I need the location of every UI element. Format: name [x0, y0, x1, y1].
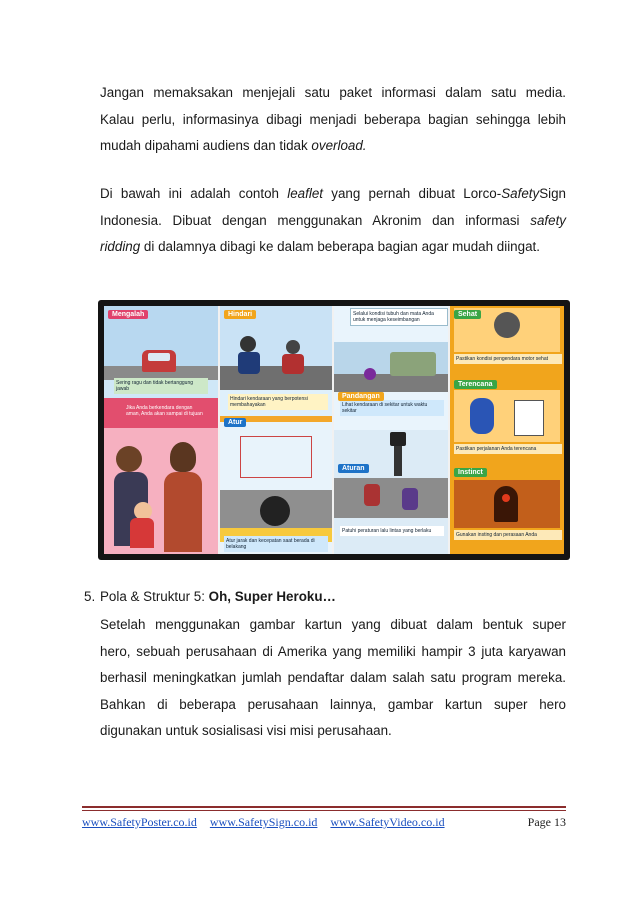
text-run-italic: safety [530, 212, 566, 228]
footer-link-safetysign[interactable]: www.SafetySign.co.id [209, 815, 318, 829]
page-number: Page 13 [527, 815, 566, 829]
paragraph-super-hero [100, 612, 566, 745]
paragraph-line: Jangan memaksakan menjejali satu paket informasi dalam satu media. [100, 85, 566, 100]
leaflet-panel-pandangan: Selalui kondisi tubuh dan mata Anda untuk menjaga keseimbangan Lihat kendaraan di sekitar untuk waktu sekitar Patuhi peraturan lalu lintas yang berlaku [334, 306, 448, 554]
paragraph-line [100, 234, 566, 261]
section-title [100, 589, 336, 604]
text-run: yang pernah dibuat Lorco- [322, 186, 502, 201]
leaflet-header: Aturan [338, 464, 369, 473]
leaflet-panel-hindari: Hindari kendaraan yang berpotensi membahayakan Atur jarak dan kecepatan saat berada di belakang [220, 306, 332, 554]
paragraph-leaflet-intro [100, 181, 566, 261]
leaflet-image [104, 306, 564, 554]
leaflet-panel-mengalah: Sering ragu dan tidak bertanggung jawab Jika Anda berkendara dengan aman, Anda akan sampai di tujuan [104, 306, 218, 554]
text-run-italic: ridding [100, 239, 141, 254]
text-run-italic: leaflet [287, 186, 323, 201]
leaflet-image-frame [98, 300, 570, 560]
paragraph-line: hero, sebuah perusahaan di Amerika yang memiliki hampir 3 juta karyawan [100, 643, 566, 659]
text-run: mudah dipahami audiens dan tidak [100, 138, 312, 153]
paragraph-line [100, 208, 566, 235]
leaflet-header: Atur [224, 418, 246, 427]
text-run: Sign [539, 186, 566, 201]
leaflet-header: Sehat [454, 310, 481, 319]
paragraph-intro [100, 80, 566, 160]
paragraph-line: Bahkan di beberapa perusahaan lainnya, gambar kartun super hero [100, 696, 566, 712]
list-number: 5. [84, 589, 96, 604]
footer-divider [82, 806, 566, 808]
paragraph-line: Kalau perlu, informasinya dibagi menjadi beberapa bagian sehingga lebih [100, 111, 566, 127]
page-footer [82, 815, 566, 830]
text-run: Di bawah ini adalah contoh [100, 186, 288, 201]
footer-link-safetyvideo[interactable]: www.SafetyVideo.co.id [330, 815, 445, 829]
footer-link-safetyposter[interactable]: www.SafetyPoster.co.id [82, 815, 197, 829]
paragraph-line: digunakan untuk sosialisasi visi misi perusahaan. [100, 723, 392, 738]
text-run: di dalamnya dibagi ke dalam beberapa bagian agar mudah diingat. [140, 239, 540, 254]
paragraph-line: Setelah menggunakan gambar kartun yang dibuat dalam bentuk super [100, 617, 566, 632]
leaflet-header: Terencana [454, 380, 497, 389]
text-run-italic: Safety [501, 186, 540, 201]
leaflet-panel-sehat: Pastikan kondisi pengendara motor sehat Pastikan perjalanan Anda terencana Gunakan insting dan perasaan Anda [450, 306, 564, 554]
leaflet-header: Hindari [224, 310, 256, 319]
text-run: Indonesia. Dibuat dengan menggunakan Akronim dan informasi [100, 212, 531, 228]
list-item-5 [84, 589, 336, 604]
leaflet-header: Mengalah [108, 310, 148, 319]
leaflet-header: Pandangan [338, 392, 384, 401]
paragraph-line [100, 181, 566, 208]
text-run-bold: Oh, Super Heroku… [208, 589, 336, 604]
paragraph-line: berhasil meningkatkan jumlah pendaftar dalam salah satu program mereka. [100, 670, 566, 685]
paragraph-line [100, 133, 566, 160]
text-run-italic: overload. [311, 138, 367, 153]
footer-divider [82, 810, 566, 811]
text-run: Pola & Struktur 5: [100, 589, 209, 604]
leaflet-header: Instinct [454, 468, 487, 477]
